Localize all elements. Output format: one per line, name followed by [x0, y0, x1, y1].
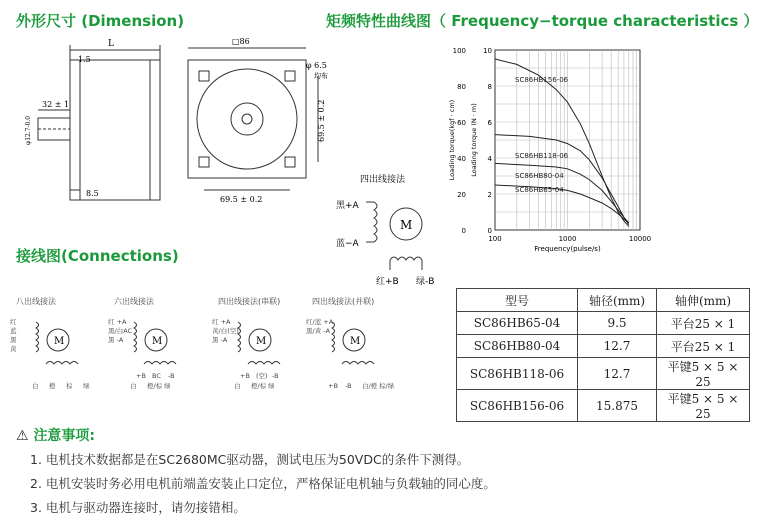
y-left-tick-label: 80 [457, 83, 466, 91]
connection-left-label: 黑 -A [108, 336, 124, 344]
y-right-axis-label: Loading torque (N · m) [470, 103, 478, 177]
coil-a [134, 322, 137, 352]
table-cell: SC86HB65-04 [457, 312, 578, 335]
dim-69-5-horizontal: 69.5 ± 0.2 [220, 195, 263, 204]
y-right-tick-label: 6 [487, 119, 492, 127]
four-wire-title: 四出线接法 [360, 175, 406, 185]
y-right-tick-label: 0 [487, 227, 492, 235]
coil-b [248, 362, 280, 365]
connection-left-label: 黑/黄 -A [306, 327, 331, 335]
connection-diagram [8, 292, 108, 392]
series-label: SC86HB65-04 [515, 186, 564, 194]
coil-b [46, 362, 78, 365]
connection-bottom-label: 绿 [268, 382, 275, 390]
dim-8-5: 8.5 [86, 189, 99, 198]
connection-left-label: 黑 [10, 336, 17, 344]
y-left-axis-label: Loading torque(kgf · cm) [448, 99, 456, 181]
motor-label: M [350, 336, 361, 347]
connection-bottom-label: 白/橙 [362, 382, 378, 390]
connection-bottom-label: 白 [130, 382, 137, 390]
notice-title-text: 注意事项: [33, 428, 96, 444]
y-left-tick-label: 20 [457, 191, 466, 199]
dim-69-5-vertical: 69.5 ± 0.2 [317, 99, 326, 142]
connection-left-label: 黑 -A [212, 336, 228, 344]
connection-diagram [106, 292, 206, 392]
dimension-heading: 外形尺寸 (Dimension) [16, 12, 185, 30]
four-wire-b-plus: 红+B [376, 277, 399, 287]
four-wire-b-minus: 绿-B [416, 277, 435, 287]
connection-bottom-label: 绿 [164, 382, 171, 390]
connection-bottom-label: -B [272, 372, 279, 380]
dim-L: L [108, 39, 114, 49]
connection-left-label: 蓝 [10, 327, 17, 335]
dim-hole: φ 6.5 [306, 61, 327, 70]
coil-b [144, 362, 176, 365]
dim-1-5: 1.5 [78, 55, 91, 64]
x-tick-label: 100 [488, 235, 502, 243]
motor-label: M [152, 336, 163, 347]
spec-header-row [457, 289, 750, 312]
table-cell: SC86HB118-06 [457, 358, 578, 390]
table-row [457, 358, 750, 390]
spec-header-shaft-dia: 轴径(mm) [578, 289, 657, 312]
coil-b [342, 362, 374, 365]
motor-label: M [54, 336, 65, 347]
connection-left-label: 红 +A [212, 318, 231, 326]
connection-bottom-label: BC [152, 372, 161, 380]
series-label: SC86HB156-06 [515, 76, 569, 84]
notice-item: 3. 电机与驱动器连接时，请勿接错相。 [30, 500, 246, 515]
table-row [457, 335, 750, 358]
table-row [457, 390, 750, 422]
connection-bottom-label: 橙/棕 [251, 382, 267, 390]
connection-left-label: 红/蓝 +A [306, 318, 334, 326]
frequency-torque-chart [440, 40, 660, 255]
coil-a [36, 322, 39, 352]
y-left-tick-label: 100 [452, 47, 466, 55]
connection-left-label: 黄 [10, 345, 17, 353]
connections-heading: 接线图(Connections) [16, 247, 179, 265]
connection-left-label: 红 [10, 318, 17, 326]
connection-bottom-label: +B [240, 372, 250, 380]
connection-diagram-title: 四出线接法(串联) [218, 297, 281, 306]
connection-bottom-label: -B [168, 372, 175, 380]
series-label: SC86HB80-04 [515, 172, 564, 180]
y-left-tick-label: 40 [457, 155, 466, 163]
dim-square: □86 [232, 37, 250, 46]
connection-bottom-label: (空) [256, 372, 268, 380]
notice-title [16, 425, 95, 445]
y-left-tick-label: 0 [461, 227, 466, 235]
connection-bottom-label: -B [345, 382, 352, 390]
connection-diagram-title: 四出线接法(并联) [312, 297, 375, 306]
table-cell: 平键5 × 5 × 25 [657, 358, 750, 390]
table-cell: SC86HB80-04 [457, 335, 578, 358]
y-right-tick-label: 4 [487, 155, 492, 163]
y-right-tick-label: 10 [483, 47, 492, 55]
motor-label: M [256, 336, 267, 347]
spec-table [456, 288, 750, 422]
connection-bottom-label: 橙/棕 [147, 382, 163, 390]
x-axis-label: Frequency(pulse/s) [534, 245, 601, 253]
table-cell: 平台25 × 1 [657, 335, 750, 358]
four-wire-diagram [330, 170, 450, 290]
connection-diagram-title: 六出线接法 [114, 297, 154, 306]
spec-header-shaft-ext: 轴伸(mm) [657, 289, 750, 312]
connection-diagram [210, 292, 310, 392]
coil-a [332, 322, 335, 352]
y-right-tick-label: 2 [487, 191, 492, 199]
connection-bottom-label: 绿 [83, 382, 90, 390]
connection-bottom-label: 棕 [66, 382, 73, 390]
connection-left-label: 黄/白(空) [212, 327, 239, 335]
connection-bottom-label: 白 [234, 382, 241, 390]
four-wire-a-plus: 黑+A [336, 201, 359, 211]
table-cell: 9.5 [578, 312, 657, 335]
frequency-heading: 矩频特性曲线图（ Frequency−torque characteristics ） [326, 12, 759, 30]
spec-header-model: 型号 [457, 289, 578, 312]
connection-bottom-label: 白 [32, 382, 39, 390]
table-cell: 15.875 [578, 390, 657, 422]
connection-left-label: 红 +A [108, 318, 127, 326]
y-left-tick-label: 60 [457, 119, 466, 127]
connection-bottom-label: +B [136, 372, 146, 380]
table-cell: SC86HB156-06 [457, 390, 578, 422]
notice-item: 2. 电机安装时务必用电机前端盖安装止口定位，严格保证电机轴与负载轴的同心度。 [30, 476, 496, 491]
connection-diagram-title: 八出线接法 [16, 297, 56, 306]
dim-hole-note: 均布 [314, 72, 328, 80]
connection-bottom-label: 棕/绿 [379, 382, 395, 390]
connection-bottom-label: 橙 [49, 382, 56, 390]
table-cell: 12.7 [578, 358, 657, 390]
dim-32: 32 ± 1 [42, 100, 70, 109]
warning-icon: ⚠ [16, 428, 29, 444]
connection-diagram [304, 292, 404, 392]
x-tick-label: 1000 [558, 235, 577, 243]
series-line [495, 59, 629, 226]
dim-shaft: φ12.7-0.0 [25, 115, 32, 145]
table-cell: 12.7 [578, 335, 657, 358]
x-tick-label: 10000 [628, 235, 652, 243]
table-row [457, 312, 750, 335]
four-wire-motor: M [400, 218, 413, 232]
table-cell: 平键5 × 5 × 25 [657, 390, 750, 422]
dimension-drawing [0, 30, 330, 210]
y-right-tick-label: 8 [487, 83, 492, 91]
series-label: SC86HB118-06 [515, 152, 569, 160]
four-wire-a-minus: 蓝−A [336, 239, 359, 249]
notice-item: 1. 电机技术数据都是在SC2680MC驱动器，测试电压为50VDC的条件下测得。 [30, 452, 470, 467]
table-cell: 平台25 × 1 [657, 312, 750, 335]
connection-left-label: 黑/白AC [108, 327, 133, 335]
connection-bottom-label: +B [328, 382, 338, 390]
